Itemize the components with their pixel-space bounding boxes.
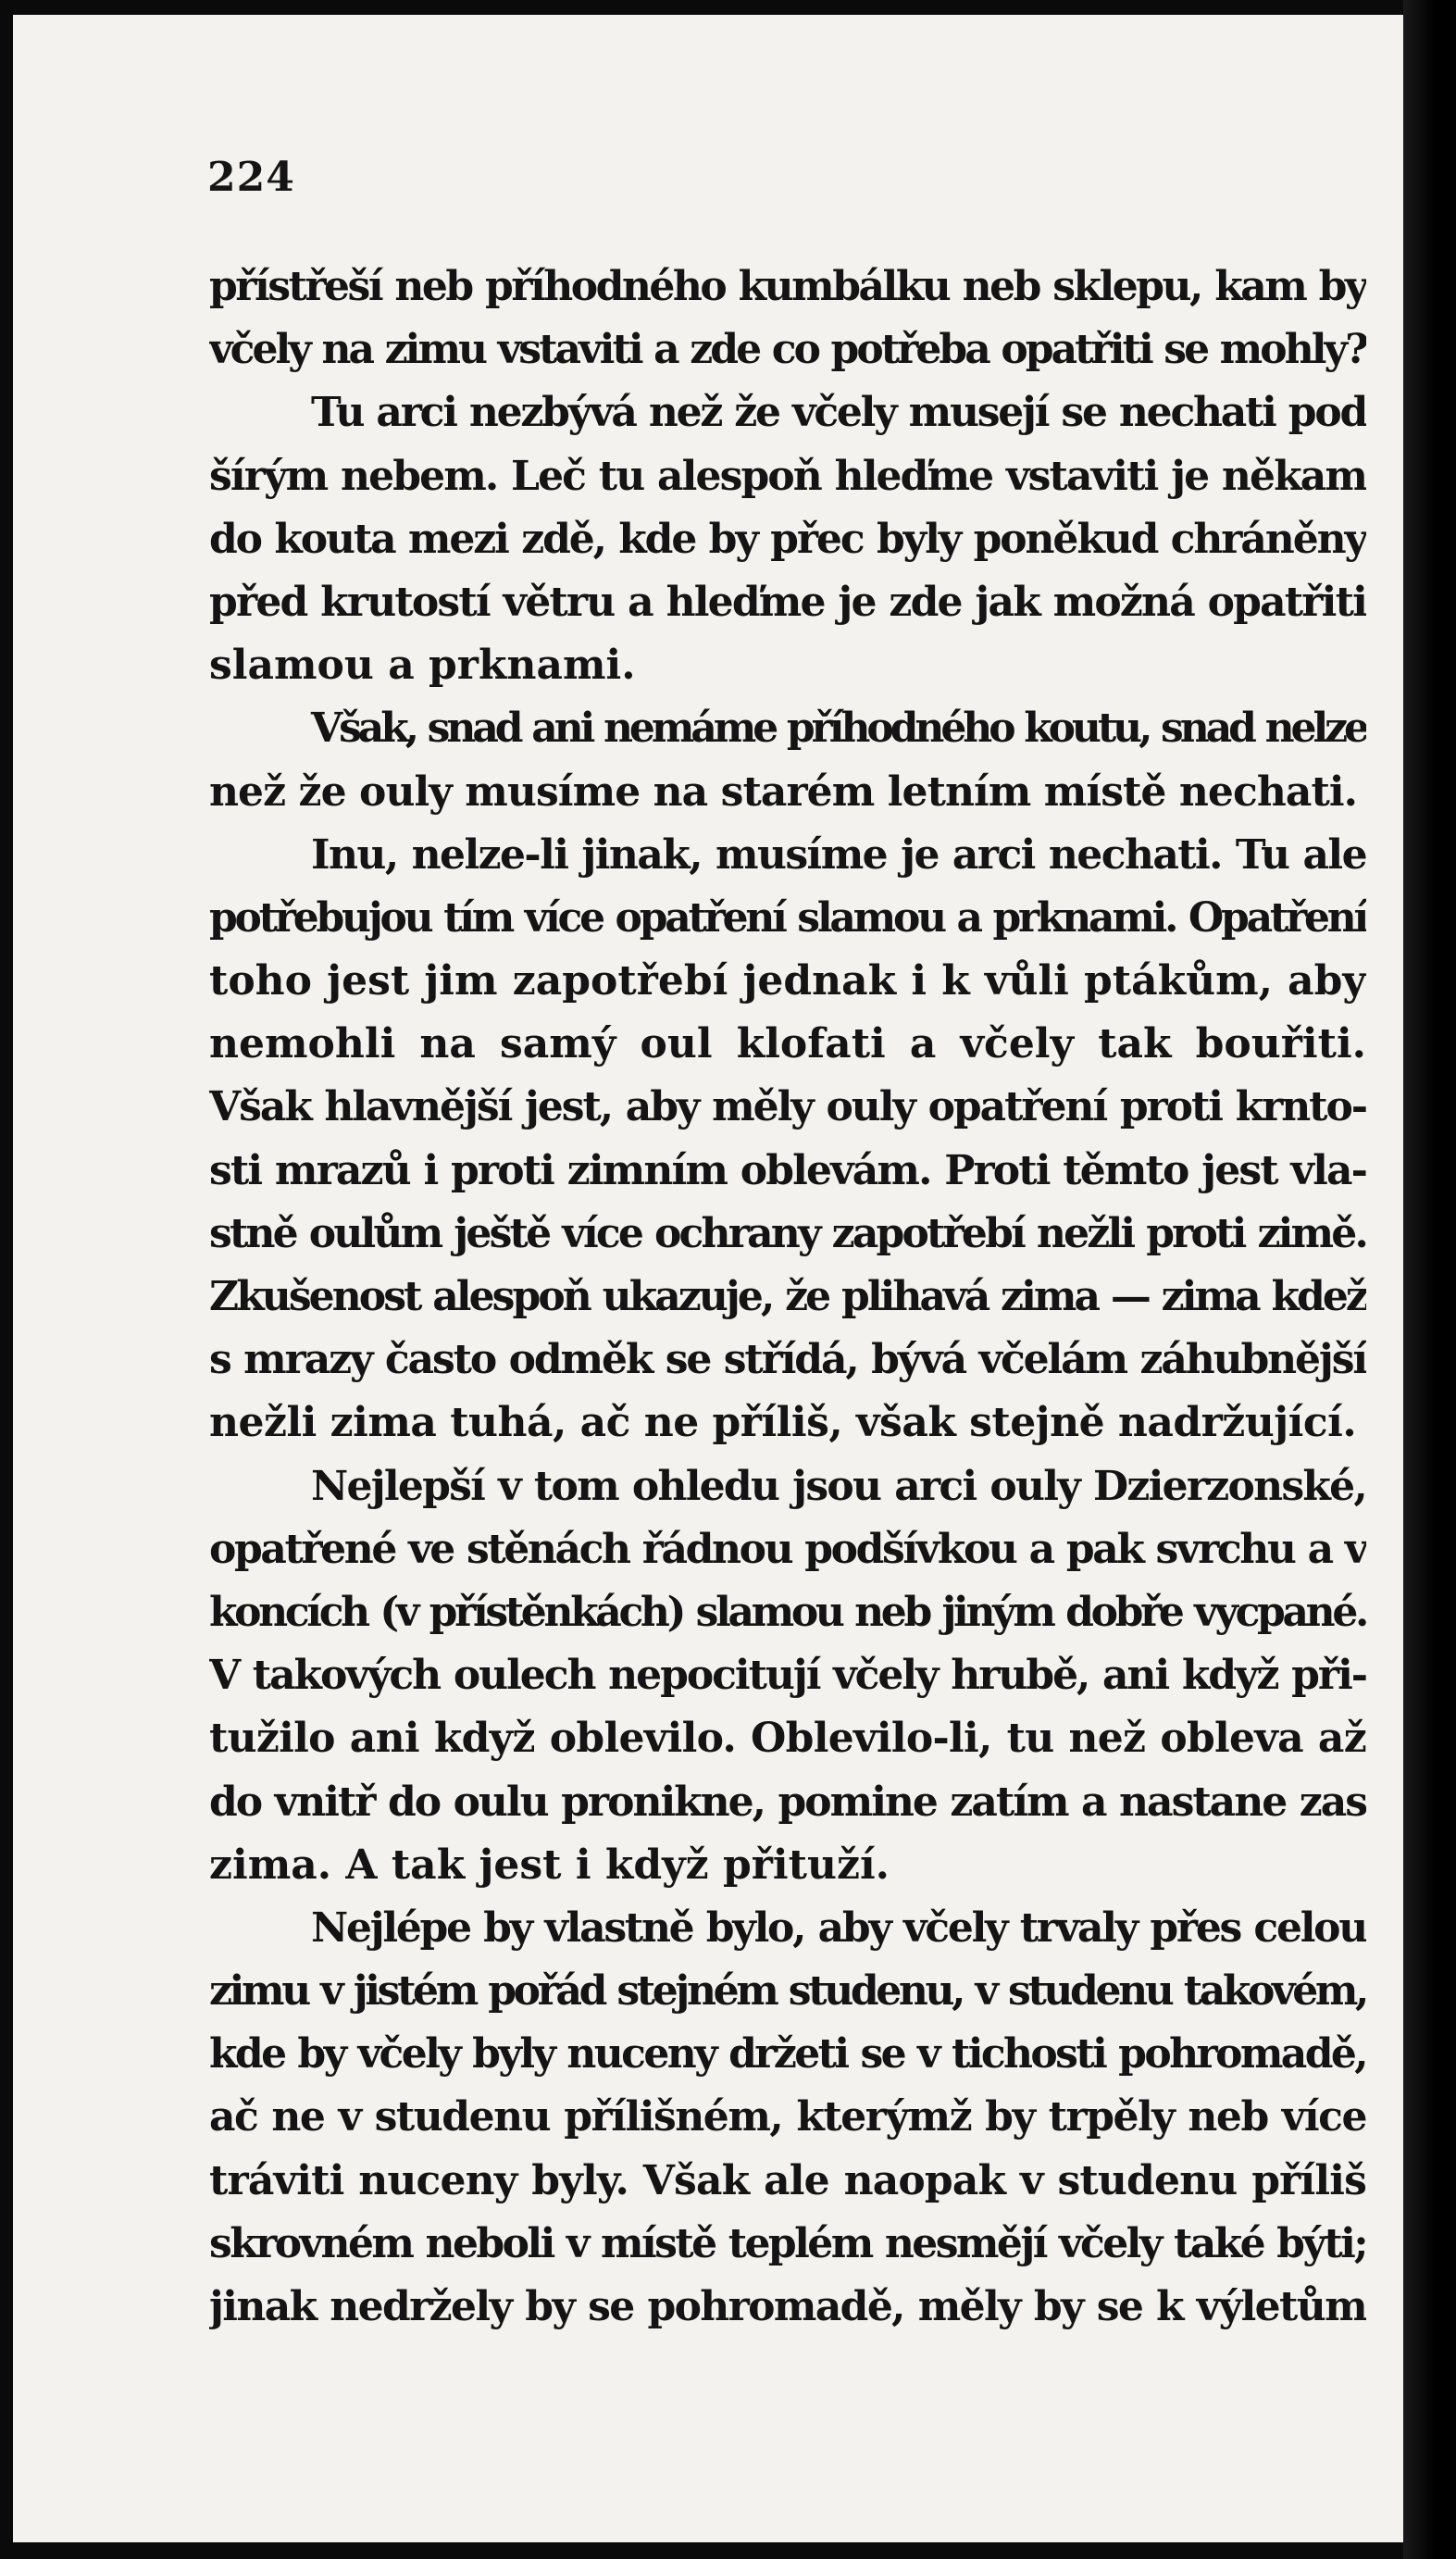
text-line: Však, snad ani nemáme příhodného koutu, snad nelze <box>311 705 1366 753</box>
book-page <box>13 15 1403 2542</box>
text-line: skrovném neboli v místě teplém nesmějí včely také býti; <box>209 2219 1366 2267</box>
text-line: potřebujou tím více opatření slamou a prknami. Opatření <box>209 893 1366 942</box>
page-number: 224 <box>207 154 295 201</box>
text-line: zima. A tak jest i když přituží. <box>209 1841 890 1889</box>
text-line: sti mrazů i proti zimním oblevám. Proti těmto jest vla- <box>209 1146 1366 1194</box>
text-line: ač ne v studenu přílišném, kterýmž by trpěly neb více <box>209 2093 1366 2141</box>
text-line: nemohli na samý oul klofati a včely tak bouřiti. <box>209 1020 1366 1068</box>
text-line: jinak nedržely by se pohromadě, měly by se k výletům <box>209 2283 1366 2330</box>
text-line: Tu arci nezbývá než že včely musejí se nechati pod <box>311 389 1366 437</box>
text-line: V takových oulech nepocitují včely hrubě, ani když při- <box>209 1652 1366 1700</box>
text-line: toho jest jim zapotřebí jednak i k vůli ptákům, aby <box>209 957 1366 1005</box>
text-line: než že ouly musíme na starém letním místě nechati. <box>209 768 1358 816</box>
text-line: do kouta mezi zdě, kde by přec byly poněkud chráněny <box>209 515 1366 563</box>
text-line: koncích (v přístěnkách) slamou neb jiným dobře vycpané. <box>209 1588 1366 1636</box>
text-line: nežli zima tuhá, ač ne příliš, však stejně nadržující. <box>209 1399 1357 1447</box>
text-line: Nejlepší v tom ohledu jsou arci ouly Dzierzonské, <box>311 1462 1366 1510</box>
text-line: tužilo ani když oblevilo. Oblevilo-li, tu než obleva až <box>209 1715 1366 1763</box>
text-line: šírým nebem. Leč tu alespoň hleďme vstaviti je někam <box>209 452 1366 500</box>
text-line: s mrazy často odměk se střídá, bývá včelám záhubnější <box>209 1336 1366 1384</box>
text-line: tráviti nuceny byly. Však ale naopak v studenu příliš <box>209 2156 1366 2204</box>
text-line: slamou a prknami. <box>209 642 636 690</box>
text-line: Zkušenost alespoň ukazuje, že plihavá zima — zima kdež <box>209 1273 1366 1320</box>
text-line: před krutostí větru a hleďme je zde jak možná opatřiti <box>209 578 1366 626</box>
text-line: kde by včely byly nuceny držeti se v tichosti pohromadě, <box>209 2030 1366 2078</box>
text-line: stně oulům ještě více ochrany zapotřebí nežli proti zimě. <box>209 1209 1366 1257</box>
text-line: Však hlavnější jest, aby měly ouly opatření proti krnto- <box>209 1083 1366 1131</box>
text-line: Inu, nelze-li jinak, musíme je arci nechati. Tu ale <box>311 830 1366 879</box>
body-text <box>209 256 1366 2339</box>
text-line: včely na zimu vstaviti a zde co potřeba opatřiti se mohly? <box>209 326 1366 374</box>
text-line: přístřeší neb příhodného kumbálku neb sklepu, kam by <box>209 263 1366 310</box>
text-line: do vnitř do oulu pronikne, pomine zatím a nastane zas <box>209 1778 1366 1826</box>
scan-edge <box>1403 0 1456 2559</box>
text-line: opatřené ve stěnách řádnou podšívkou a pak svrchu a v <box>209 1525 1366 1573</box>
text-line: Nejlépe by vlastně bylo, aby včely trvaly přes celou <box>311 1904 1366 1952</box>
text-line: zimu v jistém pořád stejném studenu, v studenu takovém, <box>209 1967 1366 2016</box>
